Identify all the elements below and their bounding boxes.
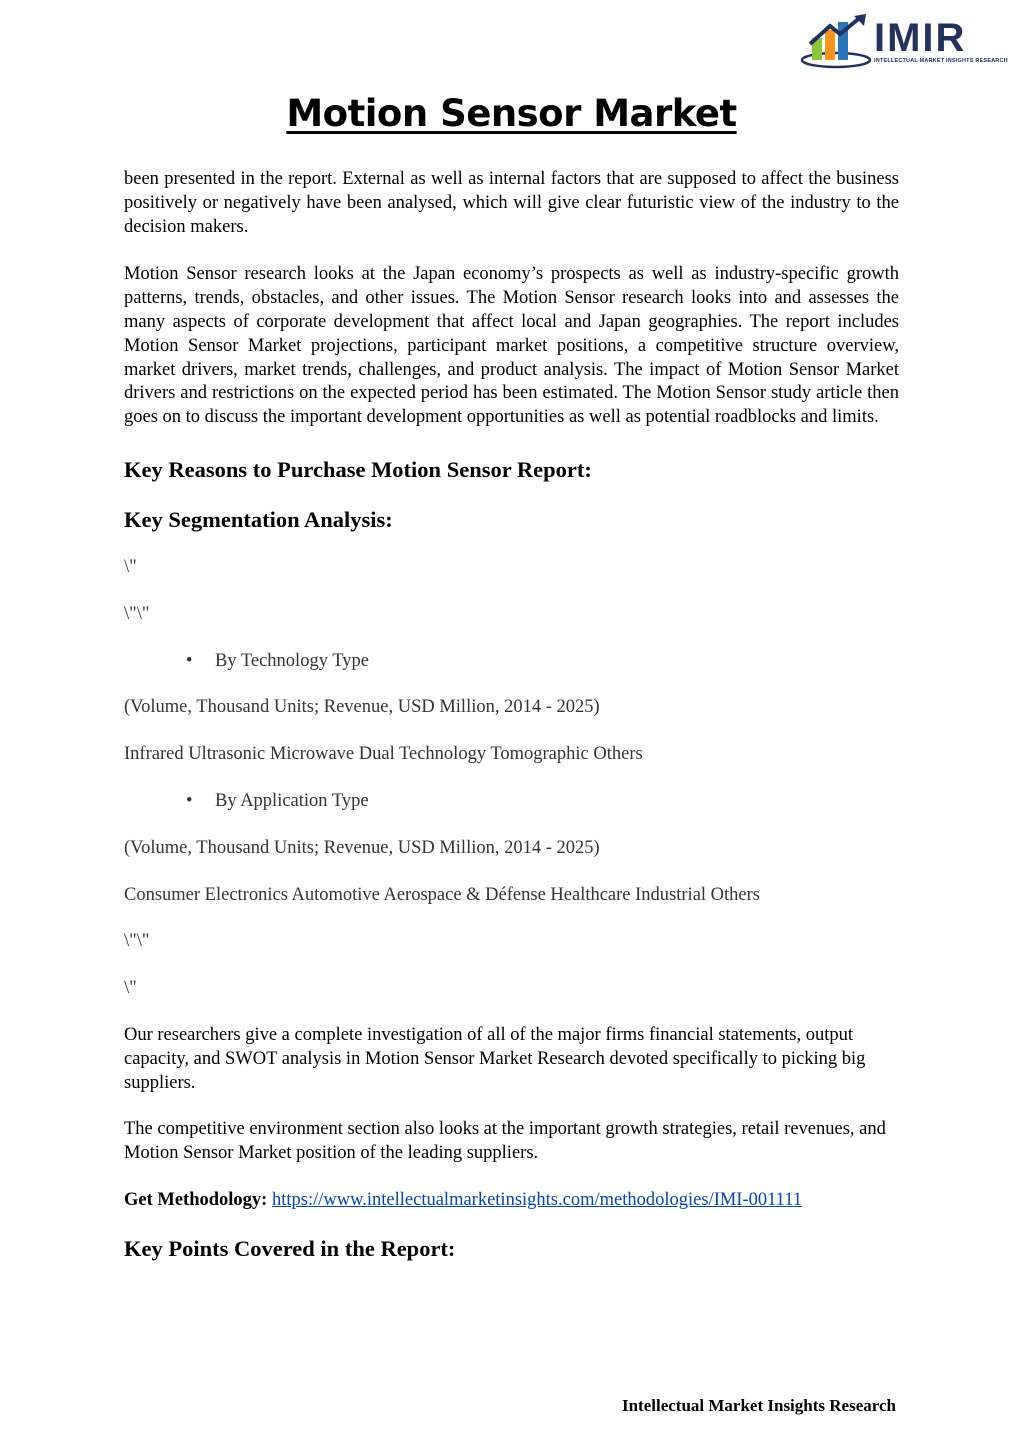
imir-logo xyxy=(800,14,1008,72)
escaped-quote-text: \" xyxy=(124,978,137,999)
segment-units: (Volume, Thousand Units; Revenue, USD Million, 2014 - 2025) xyxy=(124,697,600,718)
heading-key-points: Key Points Covered in the Report: xyxy=(124,1235,456,1261)
segment-items: Infrared Ultrasonic Microwave Dual Technology Tomographic Others xyxy=(124,744,643,765)
segment-label: By Application Type xyxy=(215,790,369,811)
paragraph-research-overview: Motion Sensor research looks at the Japan economy’s prospects as well as industry-specific growth patterns, trends, obstacles, and other issues. The Motion Sensor research looks into and assesses the many aspects of corporate development that affect local and Japan geographies. The report includes Motion Sensor Market projections, participant market positions, a competitive structure overview, market drivers, market trends, challenges, and product analysis. The impact of Motion Sensor Market drivers and restrictions on the expected period has been estimated. The Motion Sensor study article then goes on to discuss the important development opportunities as well as potential roadblocks and limits. xyxy=(124,264,899,428)
escaped-quote-text: \" xyxy=(124,556,137,577)
list-item xyxy=(124,790,899,814)
bar-chart-arrow-icon xyxy=(800,14,874,72)
bullet-icon: • xyxy=(186,790,193,811)
paragraph-researchers: Our researchers give a complete investigation of all of the major firms financial statements, output capacity, and SWOT analysis in Motion Sensor Market Research devoted specifically to picking big suppliers. xyxy=(124,1024,866,1093)
document-body xyxy=(124,168,899,1263)
escaped-quote-text: \"\" xyxy=(124,603,150,624)
bullet-icon: • xyxy=(186,650,193,671)
heading-key-reasons: Key Reasons to Purchase Motion Sensor Report: xyxy=(124,456,592,482)
logo-tagline: INTELLECTUAL MARKET INSIGHTS RESEARCH xyxy=(874,58,1008,64)
page-footer: Intellectual Market Insights Research xyxy=(621,1396,896,1415)
heading-key-segmentation: Key Segmentation Analysis: xyxy=(124,506,393,532)
paragraph-competitive: The competitive environment section also looks at the important growth strategies, retail revenues, and Motion Sensor Market position of the leading suppliers. xyxy=(124,1119,886,1164)
methodology-line xyxy=(124,1189,899,1213)
page-title: Motion Sensor Market xyxy=(286,92,737,135)
methodology-link[interactable]: https://www.intellectualmarketinsights.com/methodologies/IMI-001111 xyxy=(271,1189,803,1210)
paragraph-intro: been presented in the report. External as well as internal factors that are supposed to affect the business positively or negatively have been analysed, which will give clear futuristic view of the industry to the decision makers. xyxy=(124,169,899,237)
methodology-label: Get Methodology: xyxy=(124,1189,268,1210)
escaped-quote-text: \"\" xyxy=(124,931,150,952)
list-item xyxy=(124,650,899,674)
segment-units: (Volume, Thousand Units; Revenue, USD Million, 2014 - 2025) xyxy=(124,837,600,858)
logo-wordmark: IMIR xyxy=(874,16,967,60)
segment-items: Consumer Electronics Automotive Aerospace & Défense Healthcare Industrial Others xyxy=(124,884,760,905)
segment-label: By Technology Type xyxy=(215,650,369,671)
